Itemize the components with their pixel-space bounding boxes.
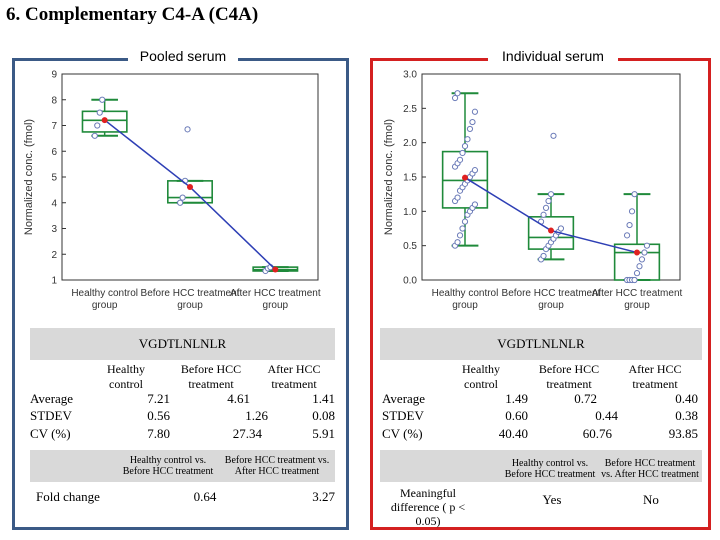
individual-average-2: 0.72 — [574, 391, 597, 406]
individual-data-point — [548, 192, 553, 197]
pooled-average-1: 7.21 — [147, 391, 170, 406]
individual-col-header-3: After HCC treatment — [628, 362, 682, 391]
pooled-cv-1: 7.80 — [147, 426, 170, 441]
individual-row-average-label: Average — [382, 391, 426, 406]
individual-data-point — [460, 226, 465, 231]
individual-data-point — [460, 150, 465, 155]
individual-data-point — [472, 202, 477, 207]
individual-compare-header-2: Before HCC treatment vs. After HCC treatment — [601, 458, 699, 480]
pooled-xtick-label-line2: group — [262, 300, 289, 311]
individual-stdev-2: 0.44 — [595, 408, 618, 423]
individual-cv-2: 60.76 — [582, 426, 612, 441]
individual-data-point — [644, 243, 649, 248]
pooled-xtick-label: Healthy control — [71, 288, 139, 299]
individual-mean-marker — [548, 228, 554, 234]
pooled-ylabel: Normalized conc. (fmol) — [23, 118, 35, 236]
individual-box-plot — [380, 68, 702, 320]
individual-data-point — [546, 198, 551, 203]
individual-data-point — [624, 233, 629, 238]
individual-peptide: VGDTLNLNLR — [497, 336, 585, 351]
individual-data-point — [467, 126, 472, 131]
pooled-stdev-3: 0.08 — [312, 408, 335, 423]
pooled-data-point — [92, 133, 97, 138]
pooled-fold-change-1: 0.64 — [193, 489, 217, 504]
individual-meaningful-difference-1: Yes — [542, 492, 562, 507]
pooled-data-point — [100, 97, 105, 102]
individual-average-1: 1.49 — [505, 391, 528, 406]
individual-cv-1: 40.40 — [498, 426, 528, 441]
pooled-fold-change-label: Fold change — [36, 489, 100, 504]
pooled-data-point — [97, 110, 102, 115]
individual-xtick-label: Healthy control — [431, 288, 499, 299]
individual-ylabel: Normalized conc. (fmol) — [383, 118, 395, 236]
individual-ytick-label: 1.5 — [403, 172, 417, 184]
individual-data-point — [457, 157, 462, 162]
pooled-box-plot — [20, 68, 340, 320]
pooled-average-2: 4.61 — [227, 391, 250, 406]
individual-peptide-band — [380, 328, 702, 360]
individual-data-point — [629, 209, 634, 214]
pooled-row-average-label: Average — [30, 391, 74, 406]
individual-data-point — [455, 240, 460, 245]
pooled-stdev-1: 0.56 — [147, 408, 170, 423]
individual-col-header-1: Healthy control — [462, 362, 500, 391]
pooled-xtick-label-line2: group — [91, 300, 118, 311]
individual-data-point — [541, 253, 546, 258]
pooled-row-stdev-label: STDEV — [30, 408, 72, 423]
individual-meaningful-difference-2: No — [643, 492, 659, 507]
individual-compare-header-1: Healthy control vs. Before HCC treatment — [504, 458, 596, 480]
pooled-col-header-1: Healthy control — [107, 362, 145, 391]
pooled-data-point — [178, 200, 183, 205]
pooled-label: Pooled serum — [128, 48, 238, 64]
pooled-mean-marker — [272, 266, 278, 272]
pooled-ytick-label: 3 — [51, 224, 57, 235]
pooled-col-header-3: After HCC treatment — [267, 362, 321, 391]
individual-ytick-label: 1.0 — [403, 206, 417, 218]
individual-xtick-label: After HCC treatment — [591, 288, 683, 299]
individual-data-point — [543, 205, 548, 210]
individual-data-point — [472, 109, 477, 114]
pooled-col-header-2: Before HCC treatment — [180, 362, 242, 391]
individual-row-cv-label: CV (%) — [382, 426, 423, 441]
pooled-mean-marker — [187, 184, 193, 190]
individual-ytick-label: 0.5 — [403, 241, 417, 253]
individual-xtick-label-line2: group — [452, 300, 478, 311]
pooled-ytick-label: 1 — [51, 275, 57, 287]
pooled-data-point — [95, 123, 100, 128]
individual-data-point — [455, 91, 460, 96]
individual-data-point — [627, 222, 632, 227]
pooled-data-point — [185, 127, 190, 132]
individual-data-point — [637, 264, 642, 269]
pooled-plot-area — [62, 74, 318, 280]
individual-ytick-label: 0.0 — [403, 275, 417, 287]
individual-data-point — [541, 212, 546, 217]
individual-data-point — [472, 168, 477, 173]
pooled-xtick-label-line2: group — [177, 300, 203, 311]
pooled-xtick-label: Before HCC treatment — [140, 288, 240, 299]
pooled-xtick-label: After HCC treatment — [230, 288, 321, 299]
individual-data-point — [465, 137, 470, 142]
pooled-row-cv-label: CV (%) — [30, 426, 71, 441]
pooled-peptide-band — [30, 328, 335, 360]
individual-xtick-label-line2: group — [538, 300, 564, 311]
individual-xtick-label-line2: group — [624, 300, 650, 311]
pooled-ytick-label: 9 — [51, 69, 57, 81]
pooled-cv-2: 27.34 — [232, 426, 262, 441]
individual-data-point — [470, 119, 475, 124]
pooled-stdev-2: 1.26 — [245, 408, 268, 423]
individual-data-point — [462, 144, 467, 149]
individual-data-point — [639, 257, 644, 262]
pooled-fold-change-2: 3.27 — [312, 489, 335, 504]
individual-mean-marker — [462, 175, 468, 181]
individual-stdev-1: 0.60 — [505, 408, 528, 423]
individual-data-point — [558, 226, 563, 231]
individual-stdev-3: 0.38 — [675, 408, 698, 423]
pooled-data-point — [180, 195, 185, 200]
individual-xtick-label: Before HCC treatment — [501, 288, 601, 299]
pooled-mean-line — [105, 120, 276, 269]
individual-ytick-label: 2.5 — [403, 103, 417, 115]
pooled-compare-header-1: Healthy control vs. Before HCC treatment — [122, 455, 214, 477]
individual-data-point — [462, 219, 467, 224]
individual-data-point — [632, 192, 637, 197]
individual-label: Individual serum — [488, 48, 618, 64]
page-title: 6. Complementary C4-A (C4A) — [6, 4, 259, 25]
pooled-cv-3: 5.91 — [312, 426, 335, 441]
individual-average-3: 0.40 — [675, 391, 698, 406]
pooled-ytick-label: 2 — [51, 249, 57, 261]
individual-ytick-label: 2.0 — [403, 138, 417, 150]
pooled-ytick-label: 4 — [51, 198, 57, 210]
individual-data-point — [632, 277, 637, 282]
individual-data-point — [551, 133, 556, 138]
pooled-compare-header-2: Before HCC treatment vs. After HCC treatment — [224, 455, 330, 477]
pooled-ytick-label: 7 — [51, 121, 57, 132]
individual-data-point — [642, 250, 647, 255]
pooled-ytick-label: 6 — [51, 146, 57, 158]
individual-col-header-2: Before HCC treatment — [538, 362, 600, 391]
individual-ytick-label: 3.0 — [403, 69, 417, 81]
individual-data-point — [457, 233, 462, 238]
individual-meaningful-difference-label: Meaningful difference ( p < 0.05) — [390, 486, 466, 528]
pooled-mean-marker — [102, 117, 108, 123]
pooled-ytick-label: 8 — [51, 95, 57, 107]
individual-mean-marker — [634, 250, 640, 256]
individual-data-point — [455, 195, 460, 200]
individual-cv-3: 93.85 — [668, 426, 698, 441]
individual-data-point — [634, 271, 639, 276]
individual-row-stdev-label: STDEV — [382, 408, 424, 423]
pooled-peptide: VGDTLNLNLR — [138, 336, 227, 351]
pooled-ytick-label: 5 — [51, 172, 57, 184]
pooled-average-3: 1.41 — [312, 391, 335, 406]
